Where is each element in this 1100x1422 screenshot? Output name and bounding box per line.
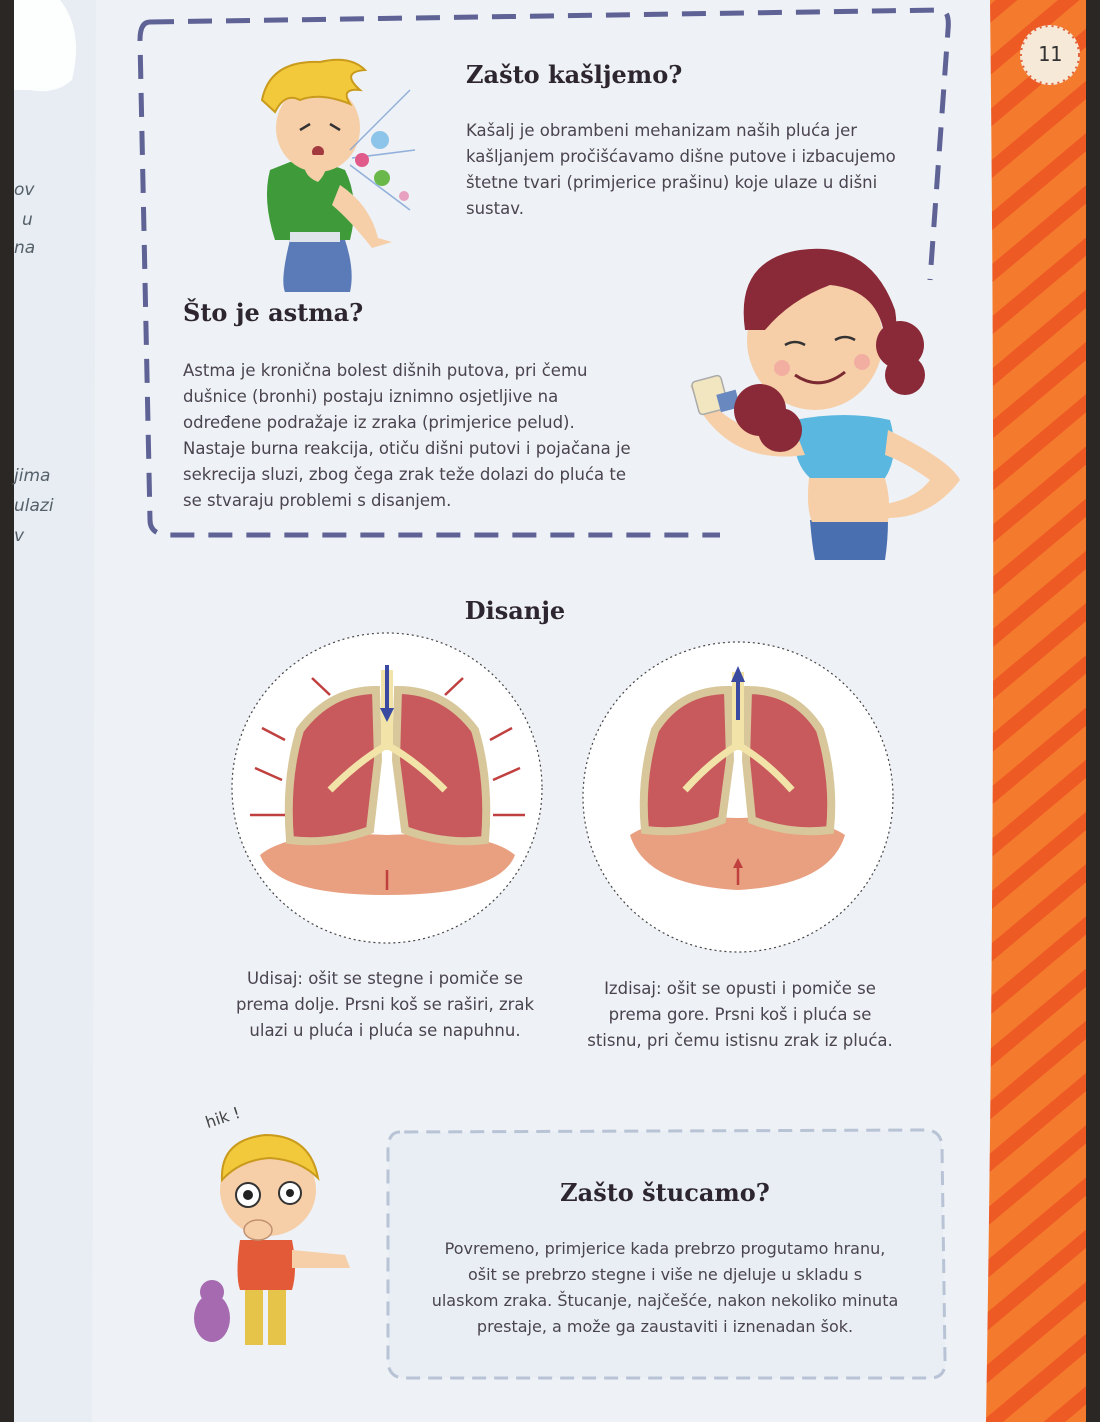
page-number: 11 — [1037, 42, 1063, 66]
cough-line: štetne tvari (primjerice prašinu) koje ulaze u dišni — [466, 173, 878, 192]
cough-line: Kašalj je obrambeni mehanizam naših pluća jer — [466, 121, 858, 140]
asthma-line: se stvaraju problemi s disanjem. — [183, 491, 452, 510]
asthma-line: Astma je kronična bolest dišnih putova, pri čemu — [183, 361, 588, 380]
exhale-caption — [565, 976, 915, 1054]
inhale-line: prema dolje. Prsni koš se raširi, zrak — [235, 995, 535, 1014]
cough-text — [466, 118, 926, 222]
hiccup-line: ošit se prebrzo stegne i više ne djeluje u skladu s — [467, 1265, 863, 1284]
hiccup-title: Zašto štucamo? — [560, 1178, 770, 1207]
prev-page-text-b3: v — [14, 526, 25, 546]
exhale-line: prema gore. Prsni koš i pluća se — [608, 1005, 872, 1024]
prev-page-text-a2: u — [22, 210, 33, 230]
asthma-text — [183, 358, 653, 514]
asthma-line: Nastaje burna reakcija, otiču dišni putovi i pojačana je — [183, 439, 631, 458]
inhale-line: Udisaj: ošit se stegne i pomiče se — [246, 969, 524, 988]
exhale-lungs-diagram — [583, 642, 893, 952]
cough-title: Zašto kašljemo? — [466, 60, 683, 89]
asthma-line: dušnice (bronhi) postaju iznimno osjetljive na — [183, 387, 559, 406]
inhale-lungs-diagram — [232, 633, 542, 943]
exhale-line: Izdisaj: ošit se opusti i pomiče se — [604, 979, 876, 998]
hiccup-sound: hik ! — [202, 1103, 243, 1132]
asthma-line: sekrecija sluzi, zbog čega zrak teže dolazi do pluća te — [183, 465, 627, 484]
prev-page-text-b1: jima — [14, 466, 51, 486]
asthma-line: određene podražaje iz zraka (primjerice pelud). — [183, 413, 575, 432]
inhale-line: ulazi u pluća i pluća se napuhnu. — [249, 1021, 521, 1040]
asthma-title: Što je astma? — [183, 298, 364, 327]
prev-page-text-a1: ov — [14, 180, 35, 200]
striped-page-edge — [980, 0, 1086, 1422]
prev-page-text-a3: na — [14, 238, 36, 258]
cough-line: sustav. — [466, 199, 524, 218]
hiccup-line: ulaskom zraka. Štucanje, najčešće, nakon nekoliko minuta — [431, 1291, 899, 1310]
cough-line: kašljanjem pročišćavamo dišne putove i izbacujemo — [466, 147, 896, 166]
prev-page-text-b2: ulazi — [14, 496, 54, 516]
exhale-line: stisnu, pri čemu istisnu zrak iz pluća. — [587, 1031, 893, 1050]
hiccup-line: Povremeno, primjerice kada prebrzo progutamo hranu, — [444, 1239, 886, 1258]
breathing-title: Disanje — [464, 596, 566, 625]
hiccup-text — [395, 1236, 935, 1340]
inhale-caption — [210, 966, 560, 1044]
hiccup-line: prestaje, a može ga zaustaviti i iznenadan šok. — [476, 1317, 854, 1336]
